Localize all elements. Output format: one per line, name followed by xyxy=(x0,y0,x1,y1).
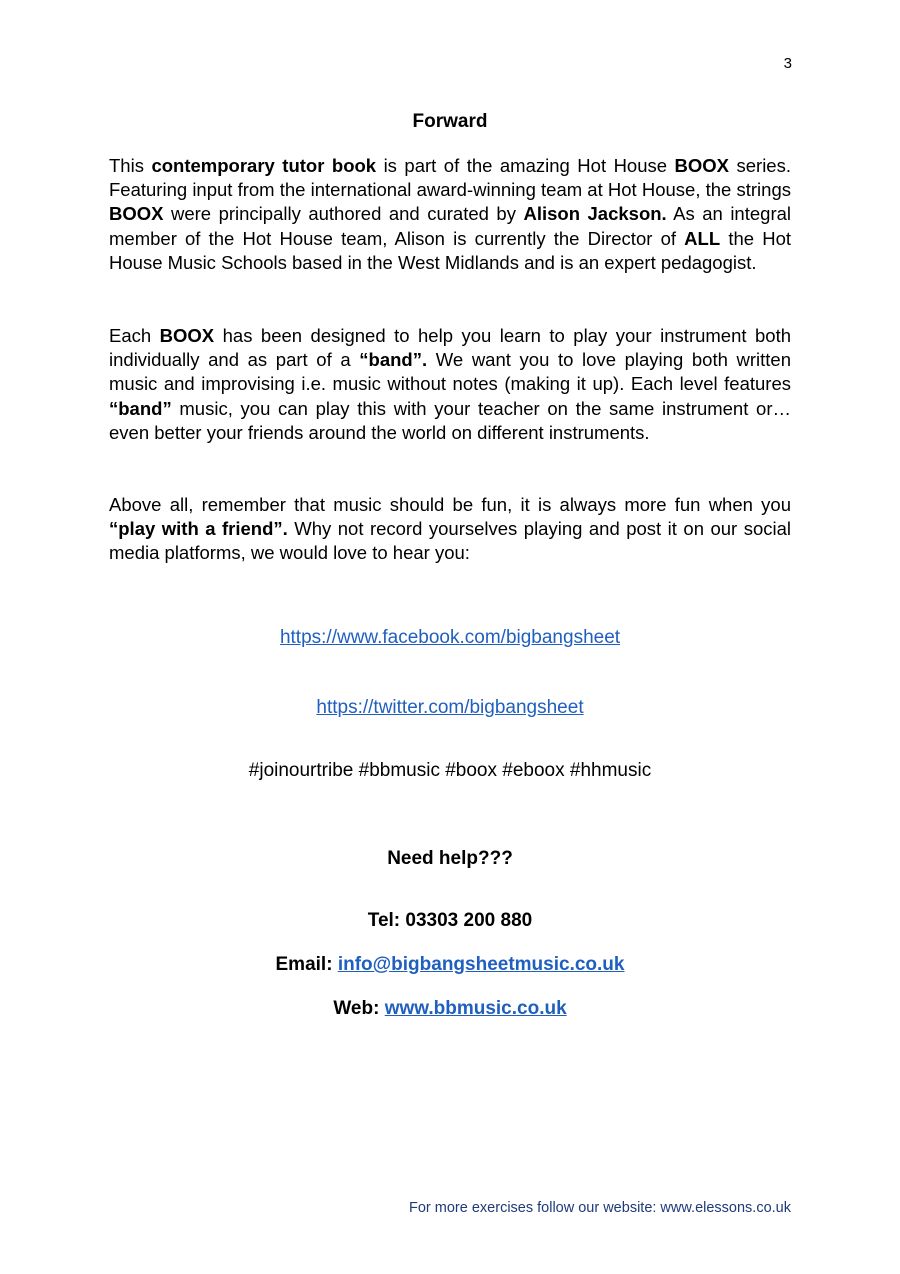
email-link[interactable]: info@bigbangsheetmusic.co.uk xyxy=(337,954,625,975)
help-heading: Need help??? xyxy=(387,848,513,869)
twitter-line xyxy=(0,697,900,719)
page-number: 3 xyxy=(783,55,792,72)
intro-paragraph: This contemporary tutor book is part of the amazing Hot House BOOX series. Featuring input from the international award-winning team at Hot House, the strings BOOX were principally authored and curated by Alison Jackson. As an integral member of the Hot House team, Alison is currently the Director of ALL the Hot House Music Schools based in the West Midlands and is an expert pedagogist. xyxy=(109,155,791,273)
web-label: Web: xyxy=(333,998,385,1019)
page-title: Forward xyxy=(412,111,488,132)
footer-text: For more exercises follow our website: www.elessons.co.uk xyxy=(409,1200,791,1216)
web-link[interactable]: www.bbmusic.co.uk xyxy=(384,998,567,1019)
email-line xyxy=(0,954,900,976)
social-paragraph: Above all, remember that music should be fun, it is always more fun when you “play with a friend”. Why not record yourselves playing and post it on our social media platforms, we would love to hear you: xyxy=(109,494,791,564)
facebook-line xyxy=(0,627,900,649)
facebook-link[interactable]: https://www.facebook.com/bigbangsheet xyxy=(279,627,621,648)
email-label: Email: xyxy=(275,954,338,975)
hashtags: #joinourtribe #bbmusic #boox #eboox #hhmusic xyxy=(248,760,652,781)
band-paragraph: Each BOOX has been designed to help you learn to play your instrument both individually and as part of a “band”. We want you to love playing both written music and improvising i.e. music without notes (making it up). Each level features “band” music, you can play this with your teacher on the same instrument or… even better your friends around the world on different instruments. xyxy=(109,325,792,443)
web-line xyxy=(0,998,900,1020)
telephone: Tel: 03303 200 880 xyxy=(367,910,533,931)
twitter-link[interactable]: https://twitter.com/bigbangsheet xyxy=(316,697,584,718)
